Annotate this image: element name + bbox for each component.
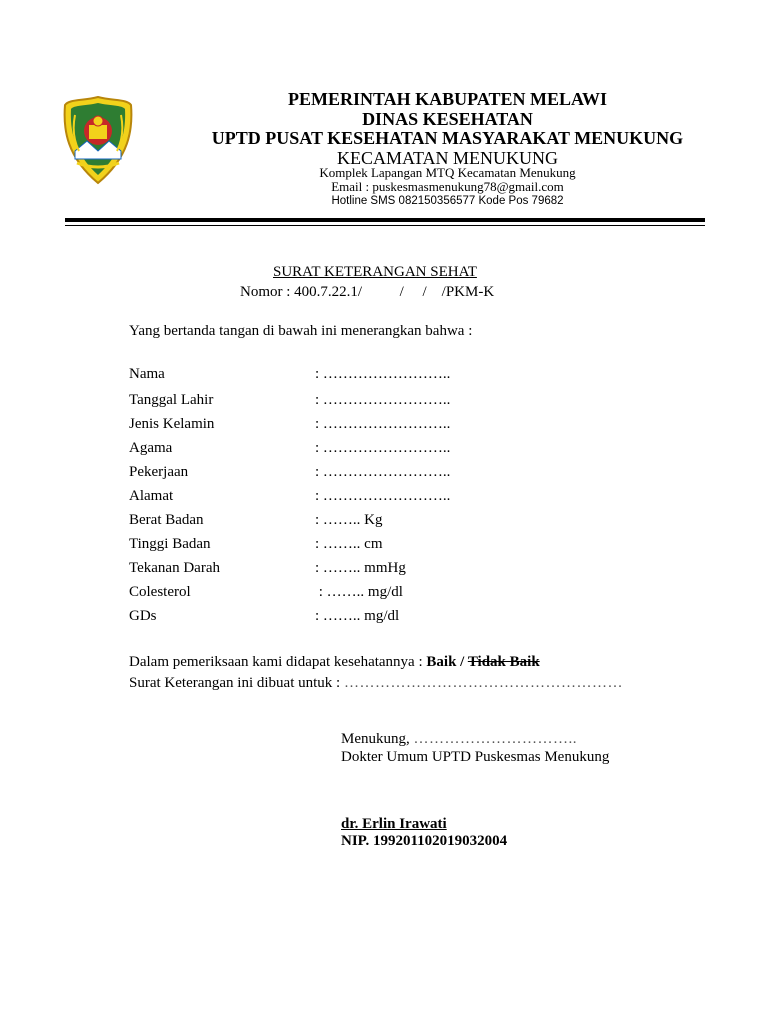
intro-text: Yang bertanda tangan di bawah ini menerangkan bahwa : [129, 323, 473, 339]
signature-place: Menukung, [341, 731, 414, 747]
field-label-nama: Nama [129, 366, 165, 382]
field-label-gds: GDs [129, 608, 157, 624]
document-title: SURAT KETERANGAN SEHAT [273, 264, 477, 280]
header-divider-thin [65, 225, 705, 226]
signature-date-dots: ………………………….. [413, 731, 577, 747]
field-label-tanggal-lahir: Tanggal Lahir [129, 392, 214, 408]
signature-nip: NIP. 199201102019032004 [341, 833, 508, 849]
letterhead-hotline: Hotline SMS 082150356577 Kode Pos 79682 [331, 195, 564, 207]
letterhead-government: PEMERINTAH KABUPATEN MELAWI [287, 89, 608, 109]
field-label-agama: Agama [129, 440, 173, 456]
exam-result-prefix: Dalam pemeriksaan kami didapat kesehatannya : [129, 654, 427, 670]
purpose-dots: ……………………………………………… [343, 675, 623, 691]
exam-result-not-good: Tidak Baik [467, 654, 540, 670]
field-label-jenis-kelamin: Jenis Kelamin [129, 416, 215, 432]
field-value-tinggi-badan: : …….. cm [315, 536, 383, 552]
field-label-tekanan-darah: Tekanan Darah [129, 560, 220, 576]
field-label-colesterol: Colesterol [129, 584, 191, 600]
field-value-alamat: : …………………….. [315, 488, 451, 504]
regency-emblem-logo [63, 95, 133, 185]
letterhead-district: KECAMATAN MENUKUNG [336, 148, 559, 168]
letterhead-institution: UPTD PUSAT KESEHATAN MASYARAKAT MENUKUNG [211, 128, 684, 148]
header-divider-thick [65, 218, 705, 222]
field-label-alamat: Alamat [129, 488, 174, 504]
field-value-pekerjaan: : …………………….. [315, 464, 451, 480]
field-value-gds: : …….. mg/dl [315, 608, 400, 624]
field-value-agama: : …………………….. [315, 440, 451, 456]
letterhead-department: DINAS KESEHATAN [362, 109, 533, 129]
purpose-prefix: Surat Keterangan ini dibuat untuk : [129, 675, 344, 691]
field-label-berat-badan: Berat Badan [129, 512, 204, 528]
field-label-pekerjaan: Pekerjaan [129, 464, 189, 480]
letterhead-email: Email : puskesmasmenukung78@gmail.com [331, 179, 564, 194]
exam-result-line [129, 653, 540, 671]
field-value-nama: : …………………….. [315, 366, 451, 382]
field-label-tinggi-badan: Tinggi Badan [129, 536, 211, 552]
document-number: Nomor : 400.7.22.1/ / / /PKM-K [240, 284, 495, 300]
signature-place-date [341, 730, 577, 748]
field-value-colesterol: : …….. mg/dl [315, 584, 403, 600]
signature-position: Dokter Umum UPTD Puskesmas Menukung [341, 749, 610, 765]
field-value-tanggal-lahir: : …………………….. [315, 392, 451, 408]
field-value-berat-badan: : …….. Kg [315, 512, 383, 528]
signature-name: dr. Erlin Irawati [341, 816, 447, 832]
field-value-jenis-kelamin: : …………………….. [315, 416, 451, 432]
letterhead-address: Komplek Lapangan MTQ Kecamatan Menukung [319, 165, 576, 180]
purpose-line [129, 674, 623, 692]
exam-result-good: Baik / [426, 654, 468, 670]
field-value-tekanan-darah: : …….. mmHg [315, 560, 406, 576]
